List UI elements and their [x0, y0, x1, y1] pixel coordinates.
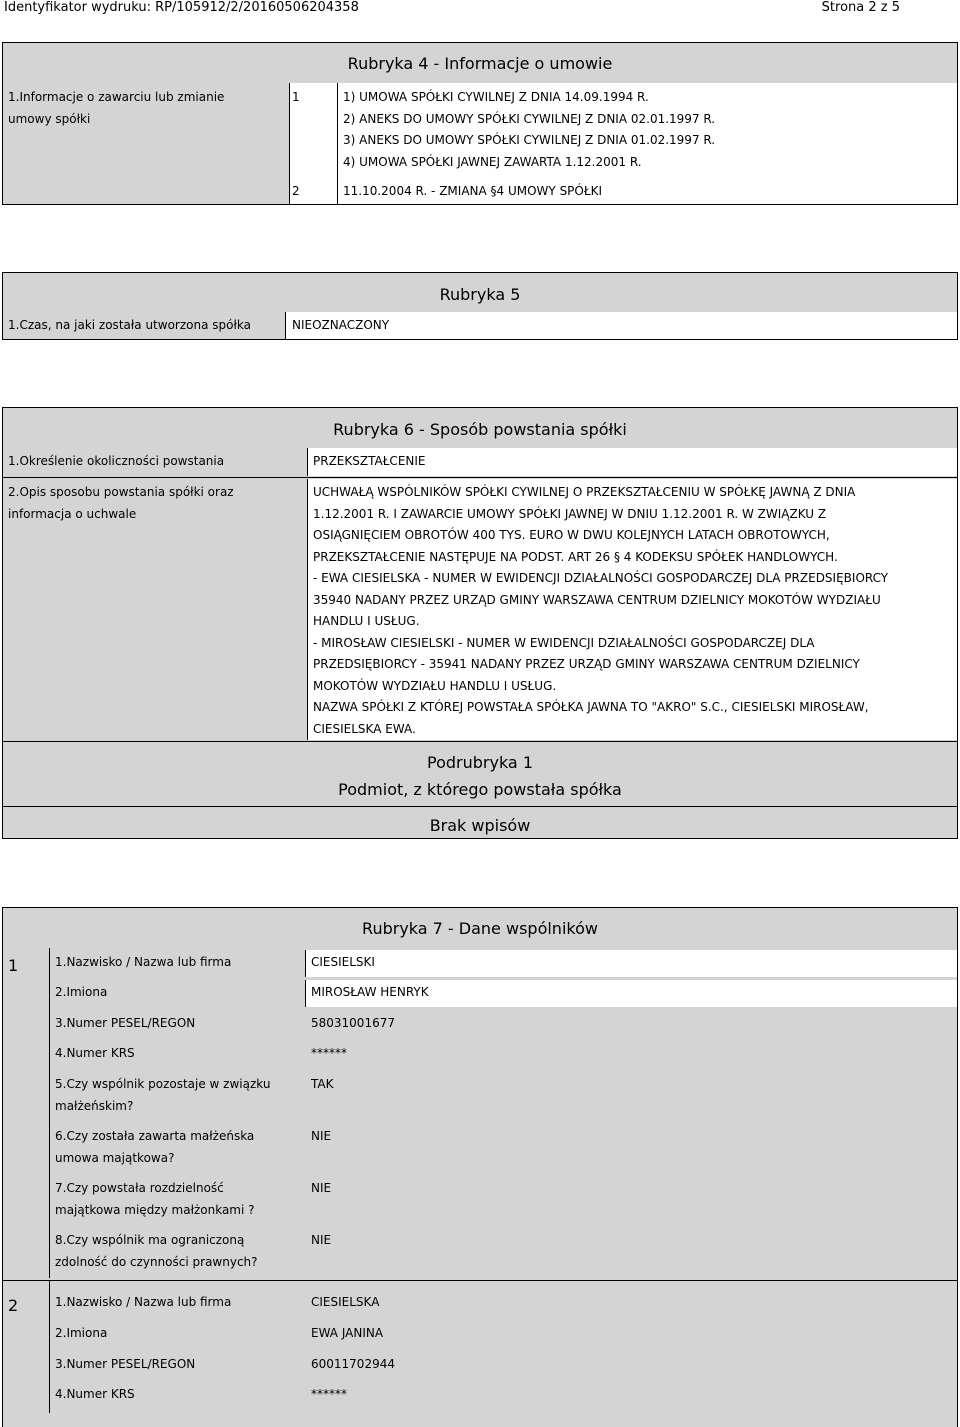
- rubryka-4-row-2-value: 11.10.2004 R. - ZMIANA §4 UMOWY SPÓŁKI: [343, 184, 603, 198]
- page-number: Strona 2 z 5: [821, 0, 900, 15]
- partner-2-name-label: 1.Nazwisko / Nazwa lub firma: [55, 1295, 232, 1309]
- partner-1-number: 1: [8, 956, 19, 975]
- partner-1-krs-label: 4.Numer KRS: [55, 1046, 135, 1060]
- rubryka-7-title: Rubryka 7 - Dane wspólników: [362, 919, 598, 938]
- partner-2-number: 2: [8, 1296, 19, 1315]
- rubryka-6-field-1-label: 1.Określenie okoliczności powstania: [8, 454, 225, 468]
- rubryka-5-value: NIEOZNACZONY: [292, 318, 390, 332]
- partner-2-first-names-label: 2.Imiona: [55, 1326, 108, 1340]
- rubryka-4-label: 1.Informacje o zawarciu lub zmianie umowy spółki: [8, 90, 225, 126]
- rubryka-4-row-1-num: 1: [292, 90, 300, 104]
- podrubryka-subtitle: Podmiot, z którego powstała spółka: [338, 780, 622, 799]
- podrubryka-title: Podrubryka 1: [427, 753, 533, 772]
- partner-1-capacity-label: 8.Czy wspólnik ma ograniczoną zdolność do czynności prawnych?: [55, 1233, 258, 1269]
- print-identifier: Identyfikator wydruku: RP/105912/2/20160506204358: [4, 0, 359, 15]
- partner-2-first-names-value: EWA JANINA: [311, 1326, 384, 1340]
- rubryka-4-row-2-num: 2: [292, 184, 300, 198]
- partner-separator: [2, 1280, 958, 1281]
- partner-1-krs-value: ******: [311, 1046, 347, 1060]
- partner-2-divider: [49, 1281, 50, 1413]
- partner-2-pesel-label: 3.Numer PESEL/REGON: [55, 1357, 196, 1371]
- partner-1-divider: [49, 948, 50, 1278]
- partner-1-marriage-label: 5.Czy wspólnik pozostaje w związku małżeńskim?: [55, 1077, 271, 1113]
- partner-1-first-names-label: 2.Imiona: [55, 985, 108, 999]
- partner-1-marriage-value: TAK: [311, 1077, 334, 1091]
- partner-2-krs-label: 4.Numer KRS: [55, 1387, 135, 1401]
- partner-2-pesel-value: 60011702944: [311, 1357, 395, 1371]
- rubryka-6-row-divider: [2, 477, 958, 478]
- rubryka-4-num-divider: [337, 83, 338, 204]
- partner-2-krs-value: ******: [311, 1387, 347, 1401]
- partner-1-name-value: CIESIELSKI: [311, 955, 375, 969]
- partner-1-name-label: 1.Nazwisko / Nazwa lub firma: [55, 955, 232, 969]
- rubryka-6-sub-title-divider: [2, 806, 958, 807]
- partner-1-property-agreement-value: NIE: [311, 1129, 332, 1143]
- rubryka-5-title: Rubryka 5: [439, 285, 521, 304]
- partner-2-name-value: CIESIELSKA: [311, 1295, 380, 1309]
- partner-1-pesel-label: 3.Numer PESEL/REGON: [55, 1016, 196, 1030]
- rubryka-6-sub-divider: [2, 741, 958, 742]
- rubryka-6-field-1-value: PRZEKSZTAŁCENIE: [313, 454, 426, 468]
- partner-1-pesel-value: 58031001677: [311, 1016, 395, 1030]
- partner-1-first-names-value: MIROSŁAW HENRYK: [311, 985, 429, 999]
- rubryka-4-row-1-value: 1) UMOWA SPÓŁKI CYWILNEJ Z DNIA 14.09.1994 R. 2) ANEKS DO UMOWY SPÓŁKI CYWILNEJ Z DNIA 02.01.1997 R. 3) ANEKS DO UMOWY SPÓŁKI CYWILNEJ Z DNIA 01.02.1997 R. 4) UMOWA SPÓŁKI JAWNEJ ZAWARTA 1.12.2001 R.: [343, 90, 716, 169]
- partner-1-separation-label: 7.Czy powstała rozdzielność majątkowa między małżonkami ?: [55, 1181, 255, 1217]
- partner-1-separation-value: NIE: [311, 1181, 332, 1195]
- podrubryka-empty-text: Brak wpisów: [429, 816, 531, 835]
- rubryka-5-label: 1.Czas, na jaki została utworzona spółka: [8, 318, 251, 332]
- rubryka-6-field-2-label: 2.Opis sposobu powstania spółki oraz informacja o uchwale: [8, 485, 234, 521]
- rubryka-4-title: Rubryka 4 - Informacje o umowie: [347, 54, 613, 73]
- rubryka-6-field-2-value: UCHWAŁĄ WSPÓLNIKÓW SPÓŁKI CYWILNEJ O PRZEKSZTAŁCENIU W SPÓŁKĘ JAWNĄ Z DNIA 1.12.2001 R. I ZAWARCIE UMOWY SPÓŁKI JAWNEJ W DNIU 1.12.2001 R. W ZWIĄZKU Z OSIĄGNIĘCIEM OBROTÓW 400 TYS. EURO W DWU KOLEJNYCH LATACH OBROTOWYCH, PRZEKSZTAŁCENIE NASTĘPUJE NA PODST. ART 26 § 4 KODEKSU SPÓŁEK HANDLOWYCH. - EWA CIESIELSKA - NUMER W EWIDENCJI DZIAŁALNOŚCI GOSPODARCZEJ DLA PRZEDSIĘBIORCY 35940 NADANY PRZEZ URZĄD GMINY WARSZAWA CENTRUM DZIELNICY MOKOTÓW WYDZIAŁU HANDLU I USŁUG. - MIROSŁAW CIESIELSKI - NUMER W EWIDENCJI DZIAŁALNOŚCI GOSPODARCZEJ DLA PRZEDSIĘBIORCY - 35941 NADANY PRZEZ URZĄD GMINY WARSZAWA CENTRUM DZIELNICY MOKOTÓW WYDZIAŁU HANDLU I USŁUG. NAZWA SPÓŁKI Z KTÓREJ POWSTAŁA SPÓŁKA JAWNA TO "AKRO" S.C., CIESIELSKI MIROSŁAW, CIESIELSKA EWA.: [313, 485, 889, 736]
- partner-1-name-box: [305, 950, 957, 977]
- partner-1-property-agreement-label: 6.Czy została zawarta małżeńska umowa majątkowa?: [55, 1129, 255, 1165]
- rubryka-6-title: Rubryka 6 - Sposób powstania spółki: [333, 420, 627, 439]
- partner-1-capacity-value: NIE: [311, 1233, 332, 1247]
